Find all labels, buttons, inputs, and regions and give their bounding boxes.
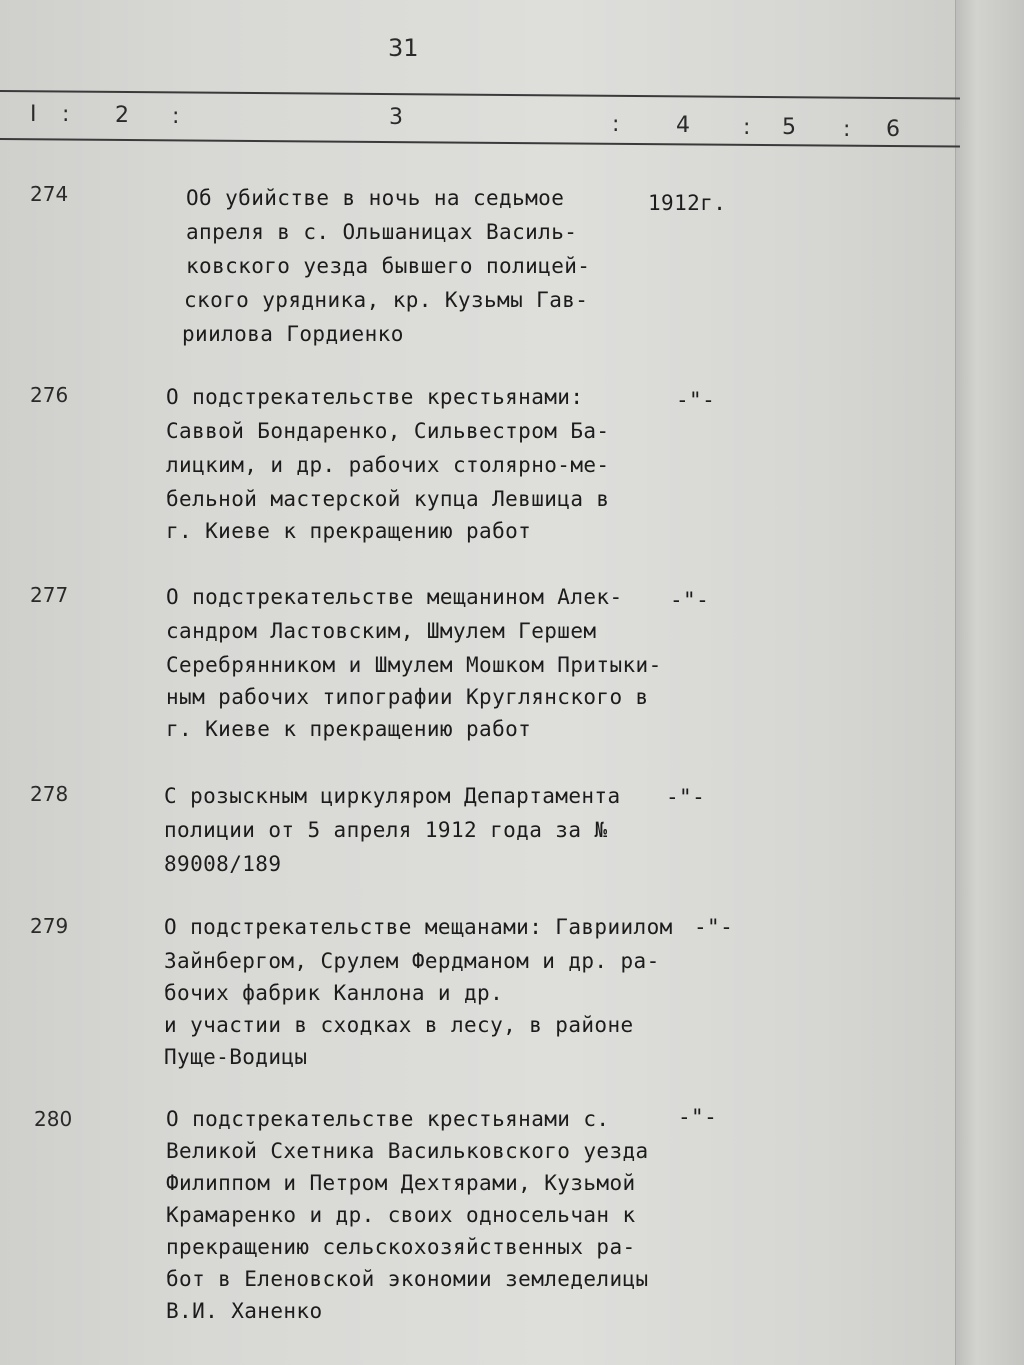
- entry-line: Саввой Бондаренко, Сильвестром Ба-: [166, 419, 610, 443]
- entry-line: Зайнбергом, Срулем Фердманом и др. ра-: [164, 949, 660, 973]
- entry-date: -"-: [670, 588, 710, 612]
- header-sep: :: [743, 115, 751, 140]
- entry-date: -"-: [678, 1105, 718, 1129]
- entry-number: 280: [34, 1107, 73, 1131]
- header-col-5: 5: [782, 115, 796, 140]
- entry-line: С розыскным циркуляром Департамента: [164, 784, 621, 808]
- entry-line: О подстрекательстве мещанином Алек-: [166, 585, 623, 609]
- entry-line: сандром Ластовским, Шмулем Гершем: [166, 619, 597, 643]
- entry-date: -"-: [666, 785, 706, 809]
- header-rule-top: [0, 90, 960, 100]
- entry-line: г. Киеве к прекращению работ: [166, 519, 532, 543]
- entry-line: О подстрекательстве крестьянами:: [166, 385, 584, 409]
- entry-line: Пуще-Водицы: [164, 1045, 308, 1069]
- entry-line: лицким, и др. рабочих столярно-ме-: [166, 453, 610, 477]
- header-col-2: 2: [115, 103, 129, 128]
- entry-line: Об убийстве в ночь на седьмое: [186, 186, 565, 210]
- header-sep: :: [172, 104, 180, 129]
- entry-line: О подстрекательстве крестьянами с.: [166, 1107, 610, 1131]
- entry-line: ковского уезда бывшего полицей-: [186, 254, 591, 278]
- entry-line: В.И. Ханенко: [166, 1299, 323, 1323]
- entry-line: прекращению сельскохозяйственных ра-: [166, 1235, 636, 1259]
- entry-number: 274: [30, 182, 69, 206]
- entry-date: -"-: [694, 915, 734, 939]
- entry-line: ского урядника, кр. Кузьмы Гав-: [184, 288, 589, 312]
- entry-line: 89008/189: [164, 852, 282, 876]
- page-number: 31: [388, 34, 419, 62]
- entry-date: 1912г.: [648, 191, 727, 215]
- entry-number: 279: [30, 914, 69, 938]
- header-rule-bottom: [0, 138, 960, 148]
- entry-line: ным рабочих типографии Круглянского в: [166, 685, 649, 709]
- entry-date: -"-: [676, 388, 716, 412]
- paper-edge: [955, 0, 1024, 1365]
- entry-number: 276: [30, 383, 69, 407]
- entry-number: 277: [30, 583, 69, 607]
- header-sep: :: [62, 102, 70, 127]
- entry-line: бельной мастерской купца Левшица в: [166, 487, 610, 511]
- header-col-4: 4: [676, 113, 690, 138]
- entry-line: О подстрекательстве мещанами: Гавриилом: [164, 915, 673, 939]
- entry-line: риилова Гордиенко: [182, 322, 404, 346]
- header-sep: :: [843, 117, 851, 142]
- header-sep: :: [612, 112, 620, 137]
- entry-line: Филиппом и Петром Дехтярами, Кузьмой: [166, 1171, 636, 1195]
- entry-line: Великой Схетника Васильковского уезда: [166, 1139, 649, 1163]
- entry-line: г. Киеве к прекращению работ: [166, 717, 532, 741]
- entry-line: Серебрянником и Шмулем Мошком Притыки-: [166, 653, 662, 677]
- entry-line: полиции от 5 апреля 1912 года за №: [164, 818, 608, 842]
- entry-line: апреля в с. Ольшаницах Василь-: [186, 220, 578, 244]
- header-col-1: I: [30, 102, 37, 127]
- header-col-6: 6: [886, 117, 900, 142]
- entry-line: бочих фабрик Канлона и др.: [164, 981, 504, 1005]
- entry-line: и участии в сходках в лесу, в районе: [164, 1013, 634, 1037]
- entry-line: бот в Еленовской экономии земледелицы: [166, 1267, 649, 1291]
- header-col-3: 3: [389, 105, 403, 130]
- entry-line: Крамаренко и др. своих односельчан к: [166, 1203, 636, 1227]
- entry-number: 278: [30, 782, 69, 806]
